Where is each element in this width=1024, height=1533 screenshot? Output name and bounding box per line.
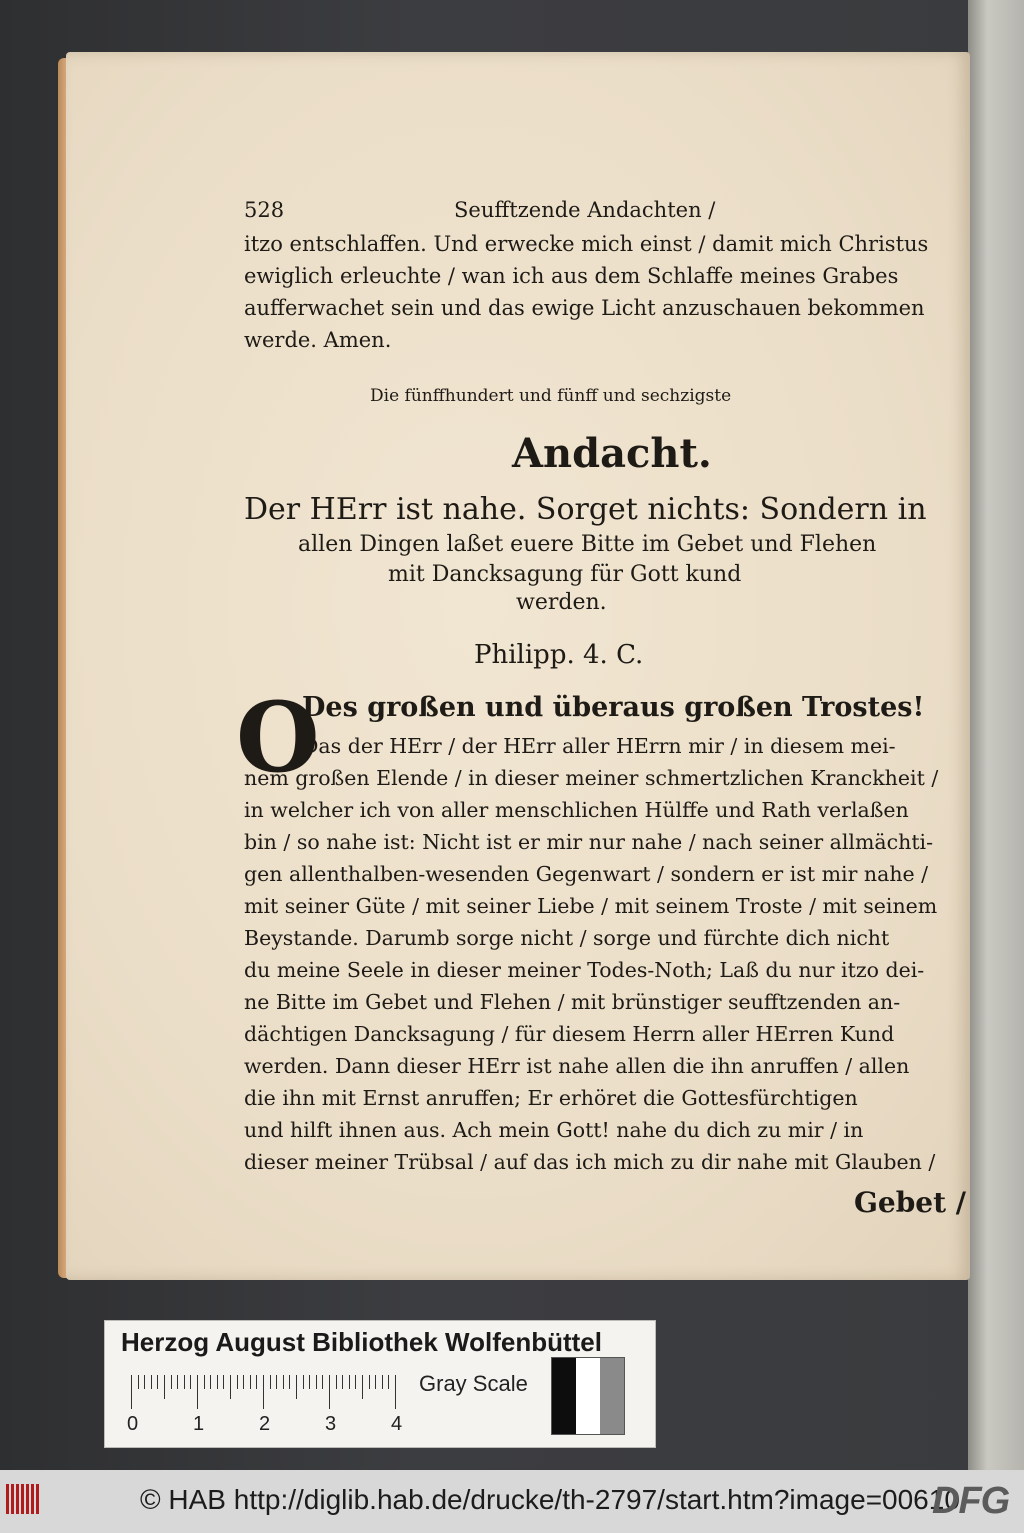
running-head (244, 198, 894, 228)
text-line: nem großen Elende / in dieser meiner schmertzlichen Kranckheit / (244, 766, 939, 790)
ruler-tick (217, 1375, 218, 1389)
copyright-link[interactable]: © HAB http://diglib.hab.de/drucke/th-2797/start.htm?image=00610 (140, 1484, 960, 1515)
ruler-tick (164, 1375, 165, 1399)
text-line: Das der HErr / der HErr aller HErrn mir / in diesem mei- (302, 734, 896, 758)
scale-ruler (131, 1375, 401, 1409)
scripture-reference: Philipp. 4. C. (474, 640, 644, 670)
ruler-tick (283, 1375, 284, 1389)
ruler-tick (336, 1375, 337, 1389)
ruler-tick (289, 1375, 290, 1389)
ruler-tick (349, 1375, 350, 1389)
section-heading-small: Die fünffhundert und fünff und sechzigste (370, 386, 732, 406)
ruler-tick (256, 1375, 257, 1389)
ruler-tick (197, 1375, 198, 1409)
text-line: dieser meiner Trübsal / auf das ich mich zu dir nahe mit Glauben / (244, 1150, 936, 1174)
ruler-tick (270, 1375, 271, 1389)
library-name: Herzog August Bibliothek Wolfenbüttel (121, 1327, 602, 1357)
footer-bar (0, 1470, 1024, 1533)
motto-line: werden. (516, 590, 607, 615)
ruler-tick (276, 1375, 277, 1389)
text-line: werden. Dann dieser HErr ist nahe allen die ihn anruffen / allen (244, 1054, 910, 1078)
text-line: gen allenthalben-wesenden Gegenwart / sondern er ist mir nahe / (244, 862, 929, 886)
text-line: werde. Amen. (244, 328, 392, 352)
text-line: bin / so nahe ist: Nicht ist er mir nur nahe / nach seiner allmächti- (244, 830, 934, 854)
adjacent-page-edge (968, 0, 1024, 1470)
ruler-label: 4 (391, 1413, 403, 1435)
ruler-tick (210, 1375, 211, 1389)
text-line: die ihn mit Ernst anruffen; Er erhöret die Gottesfürchtigen (244, 1086, 858, 1110)
ruler-tick (362, 1375, 363, 1399)
ruler-tick (151, 1375, 152, 1389)
ruler-tick (243, 1375, 244, 1389)
text-line: ewiglich erleuchte / wan ich aus dem Schlaffe meines Grabes (244, 264, 899, 288)
motto-line: allen Dingen laßet euere Bitte im Gebet und Flehen (298, 532, 877, 557)
hab-logo-icon (6, 1484, 50, 1518)
ruler-tick (329, 1375, 330, 1409)
ruler-tick (375, 1375, 376, 1389)
ruler-tick (303, 1375, 304, 1389)
ruler-tick (309, 1375, 310, 1389)
text-line: ne Bitte im Gebet und Flehen / mit brünstiger seufftzenden an- (244, 990, 901, 1014)
ruler-tick (296, 1375, 297, 1399)
motto-line: mit Dancksagung für Gott kund (388, 562, 742, 587)
text-line: itzo entschlaffen. Und erwecke mich einst / damit mich Christus (244, 232, 929, 256)
text-line: du meine Seele in dieser meiner Todes-Noth; Laß du nur itzo dei- (244, 958, 925, 982)
ruler-tick (322, 1375, 323, 1389)
ruler-tick (395, 1375, 396, 1409)
ruler-tick (190, 1375, 191, 1389)
page-number: 528 (244, 198, 285, 222)
swatch-white (576, 1358, 600, 1434)
ruler-tick (263, 1375, 264, 1409)
motto-line: Der HErr ist nahe. Sorget nichts: Sondern in (244, 492, 927, 527)
ruler-tick (237, 1375, 238, 1389)
catchword: Gebet / (854, 1186, 967, 1219)
running-title: Seufftzende Andachten / (454, 198, 716, 222)
drop-capital: O (236, 681, 320, 794)
text-line: dächtigen Dancksagung / für diesem Herrn aller HErren Kund (244, 1022, 895, 1046)
ruler-tick (177, 1375, 178, 1389)
swatch-black (552, 1358, 576, 1434)
ruler-tick (355, 1375, 356, 1389)
ruler-tick (138, 1375, 139, 1389)
ruler-label: 3 (325, 1413, 337, 1435)
ruler-label: 1 (193, 1413, 205, 1435)
color-target-card (104, 1320, 656, 1448)
ruler-tick (369, 1375, 370, 1389)
ruler-label: 2 (259, 1413, 271, 1435)
ruler-tick (230, 1375, 231, 1399)
ruler-tick (131, 1375, 132, 1409)
ruler-tick (223, 1375, 224, 1389)
ruler-label: 0 (127, 1413, 139, 1435)
text-line: mit seiner Güte / mit seiner Liebe / mit seinem Troste / mit seinem (244, 894, 938, 918)
ruler-tick (250, 1375, 251, 1389)
text-line: in welcher ich von aller menschlichen Hülffe und Rath verlaßen (244, 798, 909, 822)
ruler-tick (342, 1375, 343, 1389)
ruler-tick (171, 1375, 172, 1389)
ruler-tick (388, 1375, 389, 1389)
ruler-tick (184, 1375, 185, 1389)
text-line: aufferwachet sein und das ewige Licht anzuschauen bekommen (244, 296, 925, 320)
text-line: und hilft ihnen aus. Ach mein Gott! nahe du dich zu mir / in (244, 1118, 864, 1142)
gray-scale-swatches (551, 1357, 625, 1435)
swatch-gray (600, 1358, 624, 1434)
ruler-tick (144, 1375, 145, 1389)
ruler-tick (204, 1375, 205, 1389)
ruler-tick (382, 1375, 383, 1389)
gray-scale-label: Gray Scale (419, 1371, 528, 1396)
ruler-tick (157, 1375, 158, 1389)
dfg-logo: DFG (932, 1480, 1010, 1522)
first-line: Des großen und überaus großen Trostes! (302, 692, 925, 723)
section-heading: Andacht. (512, 430, 712, 477)
book-page (66, 52, 970, 1280)
ruler-tick (316, 1375, 317, 1389)
text-line: Beystande. Darumb sorge nicht / sorge und fürchte dich nicht (244, 926, 890, 950)
